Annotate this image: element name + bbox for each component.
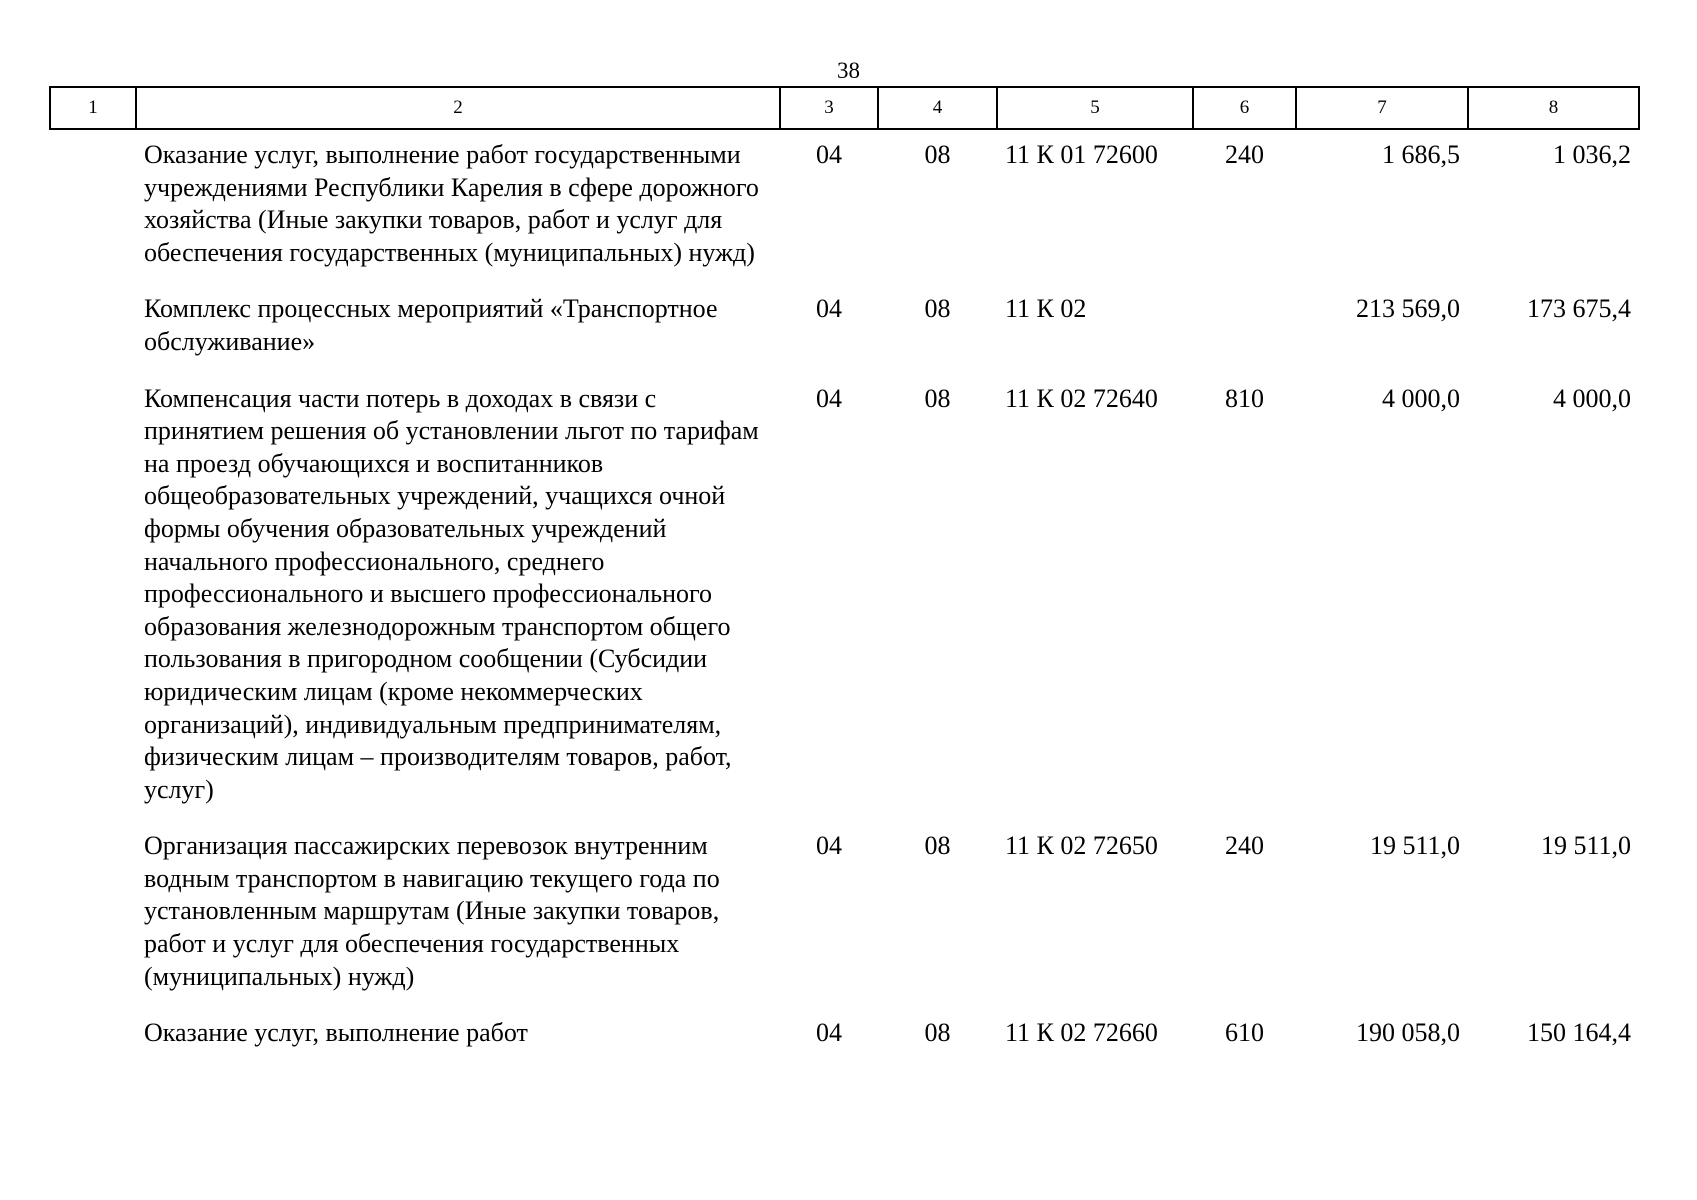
row-index-cell (50, 129, 136, 279)
section-code: 04 (816, 140, 842, 169)
amount-col-7: 213 569,0 (1356, 294, 1460, 324)
header-row (50, 87, 1639, 129)
target-article-code: 11 К 02 (1005, 294, 1087, 324)
target-article-code: 11 К 02 72650 (1005, 831, 1158, 861)
expense-type-code: 240 (1225, 140, 1264, 169)
header-col-5: 5 (997, 87, 1193, 129)
amount-col-8: 19 511,0 (1540, 831, 1631, 861)
expense-type-code (1193, 279, 1296, 368)
budget-table (49, 86, 1640, 1060)
amount-col-7: 190 058,0 (1356, 1018, 1460, 1048)
subsection-code: 08 (924, 1018, 951, 1048)
amount-col-8: 4 000,0 (1553, 383, 1631, 413)
amount-col-8: 1 036,2 (1553, 140, 1631, 169)
target-article-code: 11 К 02 72660 (1005, 1018, 1158, 1048)
header-col-4: 4 (878, 87, 997, 129)
table-row (50, 279, 1639, 368)
item-name: Комплекс процессных мероприятий «Транспортное обслуживание» (144, 294, 718, 356)
item-name: Оказание услуг, выполнение работ (144, 1018, 528, 1048)
table-row (50, 816, 1639, 1003)
target-article-code: 11 К 02 72640 (1005, 383, 1158, 413)
item-name: Оказание услуг, выполнение работ государственными учреждениями Республики Карелия в сфере дорожного хозяйства (Иные закупки товаров, работ и услуг для обеспечения государственных (муниципальных) нужд) (144, 140, 759, 267)
row-index-cell (50, 279, 136, 368)
table-row (50, 369, 1639, 817)
subsection-code: 08 (924, 831, 951, 861)
row-index-cell (50, 816, 136, 1003)
subsection-code: 08 (924, 383, 951, 413)
header-col-7: 7 (1296, 87, 1468, 129)
table-row (50, 1003, 1639, 1060)
amount-col-8: 150 164,4 (1527, 1018, 1631, 1048)
section-code: 04 (816, 383, 842, 413)
header-col-6: 6 (1193, 87, 1296, 129)
table-row (50, 129, 1639, 279)
expense-type-code: 810 (1225, 383, 1264, 413)
amount-col-7: 19 511,0 (1369, 831, 1460, 861)
section-code: 04 (816, 831, 842, 861)
header-col-2: 2 (136, 87, 780, 129)
header-col-3: 3 (780, 87, 878, 129)
section-code: 04 (816, 294, 842, 324)
expense-type-code: 240 (1225, 831, 1264, 861)
expense-type-code: 610 (1225, 1018, 1264, 1048)
subsection-code: 08 (924, 140, 951, 169)
amount-col-7: 4 000,0 (1382, 383, 1460, 413)
item-name: Компенсация части потерь в доходах в связи с принятием решения об установлении льгот по тарифам на проезд обучающихся и воспитанников общеобразовательных учреждений, учащихся очной формы обучения образовательных учреждений начального профессионального, среднего профессионального и высшего профессионального образования железнодорожным транспортом общего пользования в пригородном сообщении (Субсидии юридическим лицам (кроме некоммерческих организаций), индивидуальным предпринимателям, физическим лицам – производителям товаров, работ, услуг) (144, 383, 759, 804)
header-col-1: 1 (50, 87, 136, 129)
target-article-code: 11 К 01 72600 (1005, 140, 1158, 169)
row-index-cell (50, 369, 136, 817)
section-code: 04 (816, 1018, 842, 1048)
item-name: Организация пассажирских перевозок внутренним водным транспортом в навигацию текущего года по установленным маршрутам (Иные закупки товаров, работ и услуг для обеспечения государственных (муниципальных) нужд) (144, 831, 720, 991)
header-col-8: 8 (1468, 87, 1639, 129)
subsection-code: 08 (924, 294, 951, 324)
amount-col-7: 1 686,5 (1382, 140, 1460, 169)
page-number: 38 (837, 58, 860, 83)
row-index-cell (50, 1003, 136, 1060)
amount-col-8: 173 675,4 (1527, 294, 1631, 324)
